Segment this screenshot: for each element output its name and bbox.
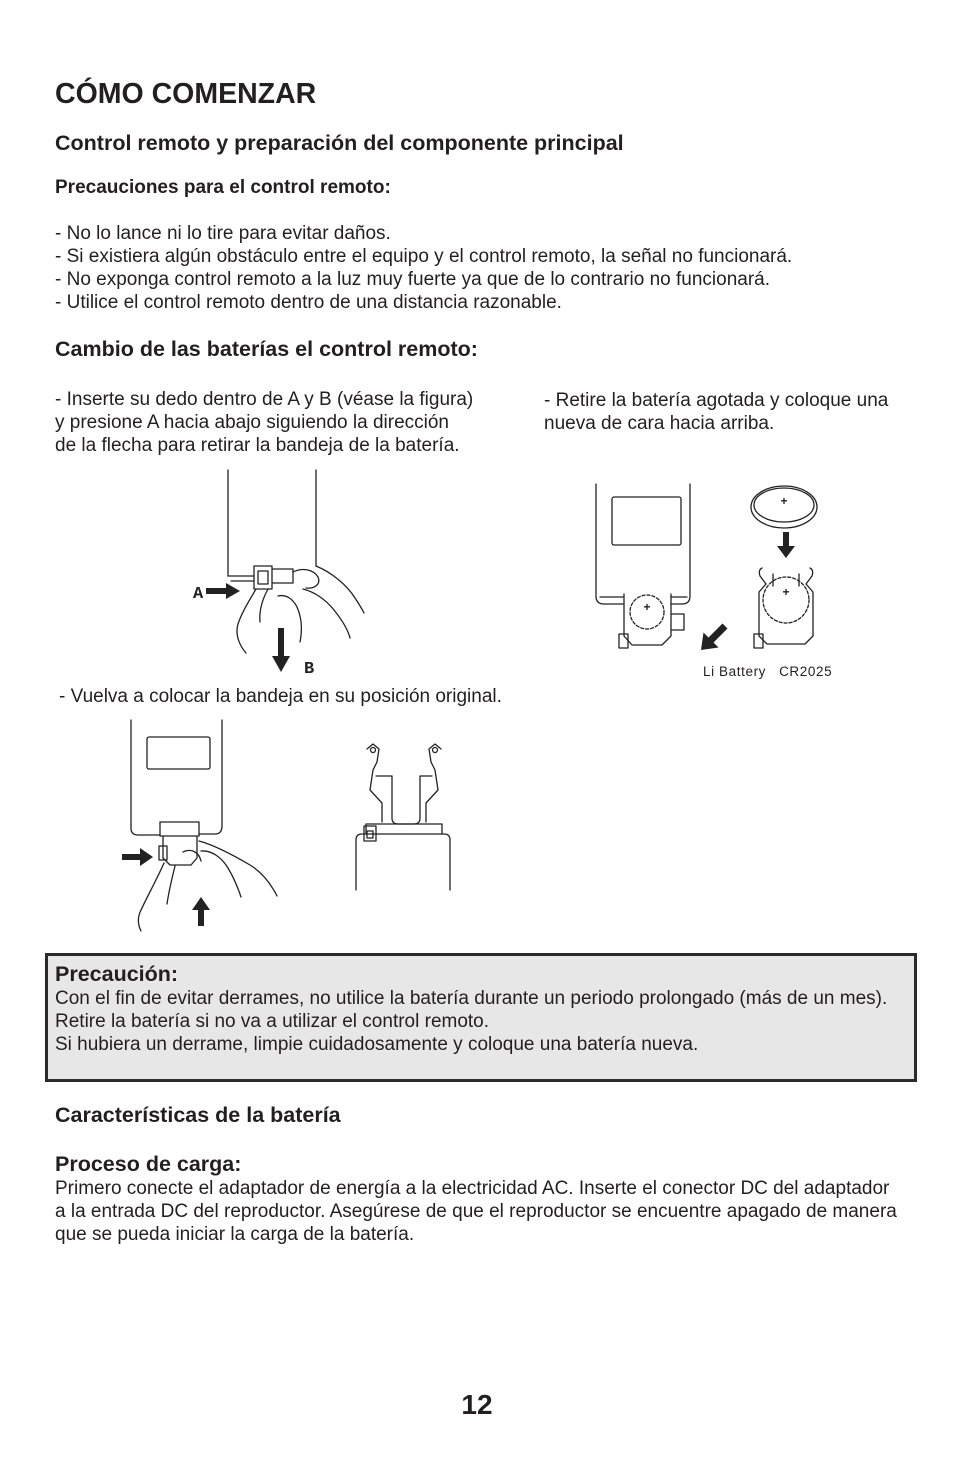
page-number: 12	[461, 1389, 493, 1420]
tray-slot	[366, 824, 442, 834]
battery-tray-body	[376, 776, 432, 824]
plus-sign: +	[643, 600, 651, 614]
list-item: - Utilice el control remoto dentro de una distancia razonable.	[55, 292, 562, 313]
step-line: y presione A hacia abajo siguiendo la dirección	[55, 412, 449, 433]
step-line: nueva de cara hacia arriba.	[544, 413, 775, 434]
paragraph-line: Primero conecte el adaptador de energía a la electricidad AC. Inserte el conector DC del adaptador	[55, 1178, 890, 1199]
step-line: - Inserte su dedo dentro de A y B (véase la figura)	[55, 389, 474, 410]
label-b: B	[304, 660, 315, 679]
step-line: - Retire la batería agotada y coloque una	[544, 390, 889, 411]
step-reinsert-tray: - Vuelva a colocar la bandeja en su posición original.	[59, 686, 502, 707]
arrow-right-icon	[206, 583, 240, 599]
prong-hole	[433, 748, 438, 753]
plus-sign: +	[782, 585, 790, 599]
figure-tray-seated	[350, 740, 456, 895]
precautions-heading: Precauciones para el control remoto:	[55, 177, 391, 198]
label-a: A	[193, 585, 204, 604]
caution-box	[45, 953, 917, 1082]
arrow-down-left-icon	[701, 624, 728, 651]
list-item: - No exponga control remoto a la luz muy fuerte ya que de lo contrario no funcionará.	[55, 269, 771, 290]
remote-outline	[356, 834, 450, 890]
step-remove-tray	[55, 388, 473, 457]
section-heading-battery-change: Cambio de las baterías el control remoto:	[55, 337, 478, 361]
page-title: CÓMO COMENZAR	[55, 78, 317, 110]
remote-outline	[596, 484, 690, 604]
figure-reinsert-tray	[115, 718, 285, 934]
plus-sign: +	[780, 494, 788, 508]
battery-seat	[763, 577, 809, 623]
battery-tray-open	[624, 594, 684, 645]
remote-label-window	[147, 737, 210, 769]
section-heading-battery-features: Características de la batería	[55, 1103, 341, 1127]
battery-tray-left-prong	[367, 744, 382, 822]
arrow-down-icon	[777, 532, 795, 558]
precautions-list	[55, 222, 792, 314]
battery-caption: Li Battery CR2025	[703, 664, 833, 679]
hand-outline	[237, 566, 364, 653]
charging-paragraph	[55, 1177, 897, 1246]
battery-tray	[759, 568, 813, 644]
charging-heading: Proceso de carga:	[55, 1152, 242, 1176]
arrow-down-icon	[272, 628, 290, 672]
arrow-right-icon	[122, 848, 153, 866]
battery-tray	[160, 822, 199, 865]
figure-remove-tray	[180, 462, 380, 682]
paragraph-line: a la entrada DC del reproductor. Asegúrese de que el reproductor se encuentre apagado de manera	[55, 1201, 897, 1222]
list-item: - No lo lance ni lo tire para evitar daños.	[55, 223, 391, 244]
list-item: - Si existiera algún obstáculo entre el equipo y el control remoto, la señal no funcionará.	[55, 246, 793, 267]
paragraph-line: que se pueda iniciar la carga de la batería.	[55, 1224, 415, 1245]
caution-line: Retire la batería si no va a utilizar el control remoto.	[55, 1010, 490, 1032]
battery-tray-right-prong	[426, 744, 441, 822]
remote-label-window	[612, 497, 681, 545]
battery-tray-clip	[254, 566, 293, 589]
caution-text	[55, 987, 887, 1056]
remote-bottom-edge	[228, 576, 254, 581]
figure-replace-battery	[585, 478, 847, 656]
caution-line: Si hubiera un derrame, limpie cuidadosamente y coloque una batería nueva.	[55, 1033, 699, 1055]
arrow-up-icon	[192, 897, 210, 926]
prong-hole	[371, 748, 376, 753]
step-replace-battery	[544, 389, 888, 435]
caution-line: Con el fin de evitar derrames, no utilice la batería durante un periodo prolongado (más de un mes).	[55, 987, 888, 1009]
step-line: de la flecha para retirar la bandeja de la batería.	[55, 435, 460, 456]
caution-title: Precaución:	[55, 962, 179, 986]
section-heading-remote: Control remoto y preparación del componente principal	[55, 131, 624, 155]
